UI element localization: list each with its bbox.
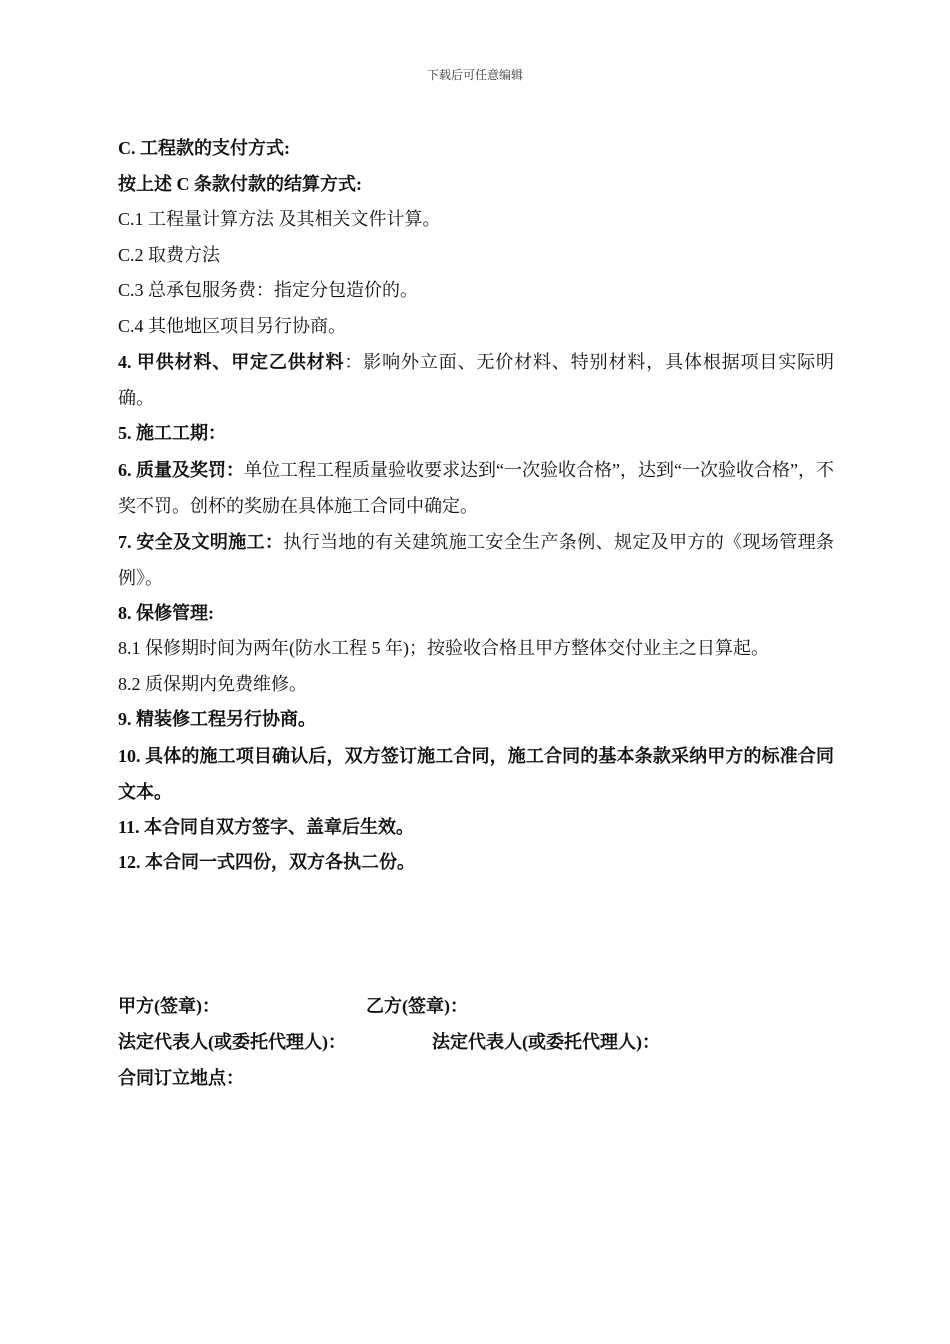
clause-6-label: 6. 质量及奖罚：: [118, 459, 245, 480]
party-a-signature: 甲方(签章)：: [118, 996, 220, 1016]
clause-4-label: 4. 甲供材料、甲定乙供材料: [118, 352, 345, 372]
clause-4: [118, 344, 834, 416]
clause-c1: C.1 工程量计算方法 及其相关文件计算。: [118, 209, 441, 229]
clause-12: 12. 本合同一式四份，双方各执二份。: [118, 852, 415, 872]
clause-8-1: 8.1 保修期时间为两年(防水工程 5 年)；按验收合格且甲方整体交付业主之日算起。: [118, 638, 769, 658]
clause-10: 10. 具体的施工项目确认后，双方签订施工合同，施工合同的基本条款采纳甲方的标准合同文本。: [118, 745, 834, 802]
clause-5: 5. 施工工期：: [118, 423, 226, 443]
clause-c3: C.3 总承包服务费：指定分包造价的。: [118, 280, 419, 300]
page-header: 下载后可任意编辑: [426, 68, 523, 82]
clause-8: 8. 保修管理:: [118, 602, 214, 623]
contract-place: 合同订立地点：: [118, 1068, 244, 1088]
clause-6: [118, 452, 834, 524]
clause-c-subtitle: 按上述 C 条款付款的结算方式:: [118, 173, 362, 194]
clause-6-text: 单位工程工程质量验收要求达到“一次验收合格”，达到“一次验收合格”，不奖不罚。创杯的奖励在具体施工合同中确定。: [118, 459, 834, 516]
clause-c2: C.2 取费方法: [118, 244, 221, 265]
clause-8-2: 8.2 质保期内免费维修。: [118, 673, 307, 694]
clause-7-text: 执行当地的有关建筑施工安全生产条例、规定及甲方的《现场管理条例》。: [118, 531, 835, 588]
clause-c-title: C. 工程款的支付方式:: [118, 138, 290, 158]
clause-11: 11. 本合同自双方签字、盖章后生效。: [118, 816, 415, 837]
party-a-representative: 法定代表人(或委托代理人)：: [118, 1032, 346, 1052]
party-b-representative: 法定代表人(或委托代理人)：: [432, 1032, 660, 1052]
party-b-signature: 乙方(签章)：: [366, 996, 468, 1016]
clause-9: 9. 精装修工程另行协商。: [118, 709, 316, 729]
contract-body: [118, 131, 834, 881]
clause-c4: C.4 其他地区项目另行协商。: [118, 315, 347, 336]
clause-7: [118, 524, 834, 596]
clause-4-text: ：影响外立面、无价材料、特别材料，具体根据项目实际明确。: [118, 352, 835, 408]
clause-7-label: 7. 安全及文明施工：: [118, 531, 284, 552]
